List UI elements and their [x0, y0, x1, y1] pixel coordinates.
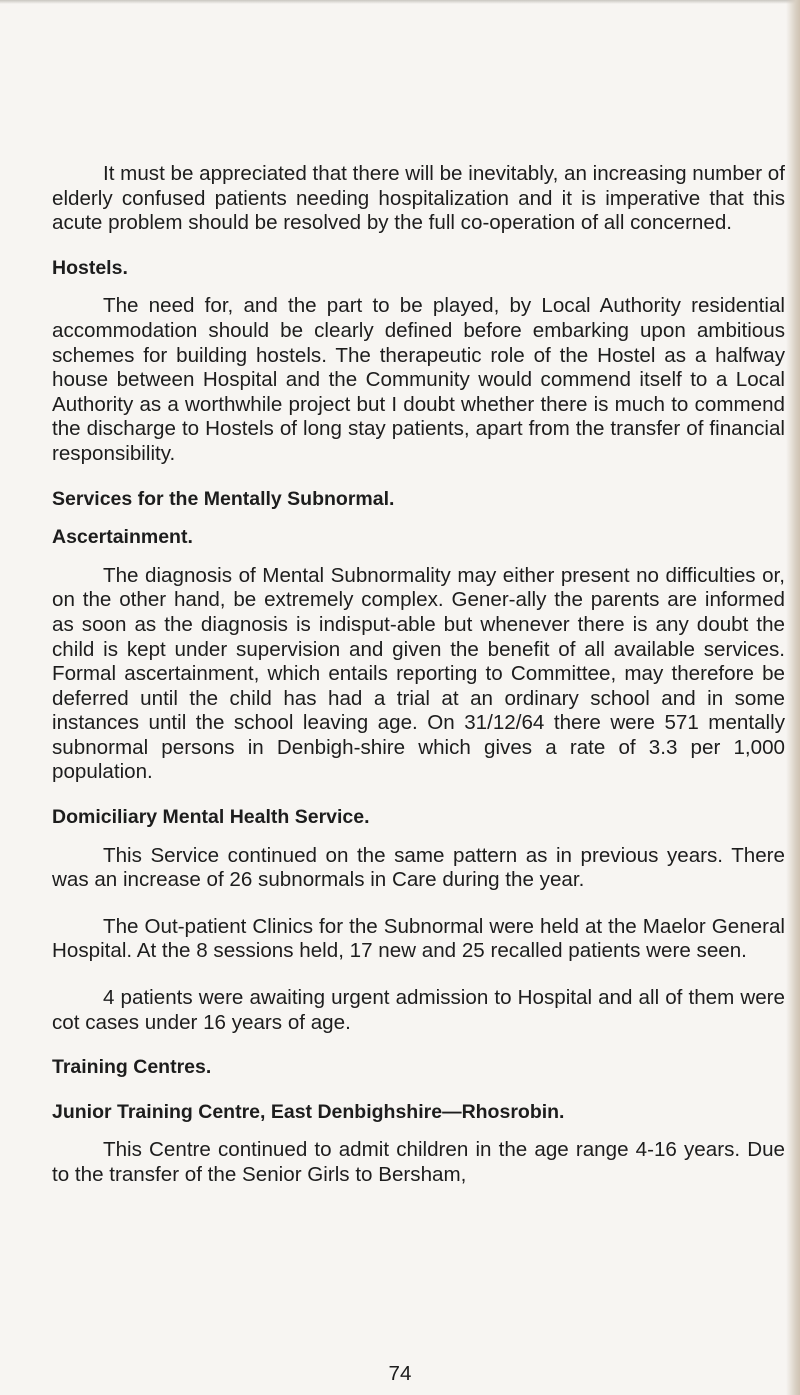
- junior-training-paragraph: This Centre continued to admit children in the age range 4-16 years. Due to the transfer of the Senior Girls to Bersham,: [52, 1138, 785, 1186]
- intro-paragraph: It must be appreciated that there will be inevitably, an increasing number of elderly confused patients needing hospitalization and it is imperative that this acute problem should be resolved by the full co-operation of all concerned.: [52, 162, 785, 235]
- heading-training-centres: Training Centres.: [52, 1056, 212, 1079]
- heading-ascertainment: Ascertainment.: [52, 526, 193, 549]
- domiciliary-paragraph-2: The Out-patient Clinics for the Subnormal were held at the Maelor General Hospital. At the 8 sessions held, 17 new and 25 recalled patients were seen.: [52, 914, 785, 963]
- page-content: [52, 162, 785, 1188]
- domiciliary-paragraph-1: This Service continued on the same pattern as in previous years. There was an increase of 26 subnormals in Care during the year.: [52, 843, 785, 892]
- heading-services-mentally-subnormal: Services for the Mentally Subnormal.: [52, 487, 395, 510]
- heading-hostels: Hostels.: [52, 256, 128, 279]
- heading-domiciliary-service: Domiciliary Mental Health Service.: [52, 806, 370, 829]
- page-number: 74: [388, 1362, 412, 1385]
- ascertainment-paragraph: The diagnosis of Mental Subnormality may either present no difficulties or, on the other hand, be extremely complex. Gener-ally the parents are informed as soon as the diagnosis is indisput-able but whenever there is any doubt the child is kept under supervision and given the benefit of all available services. Formal ascertainment, which entails reporting to Committee, may therefore be deferred until the child has had a trial at an ordinary school and in some instances until the school leaving age. On 31/12/64 there were 571 mentally subnormal persons in Denbigh-shire which gives a rate of 3.3 per 1,000 population.: [52, 563, 785, 784]
- domiciliary-paragraph-3: 4 patients were awaiting urgent admission to Hospital and all of them were cot cases under 16 years of age.: [52, 986, 785, 1034]
- hostels-paragraph: The need for, and the part to be played, by Local Authority residential accommodation should be clearly defined before embarking upon ambitious schemes for building hostels. The therapeutic role of the Hostel as a halfway house between Hospital and the Community would commend itself to a Local Authority as a worthwhile project but I doubt whether there is much to commend the discharge to Hostels of long stay patients, apart from the transfer of financial responsibility.: [52, 294, 785, 465]
- heading-junior-training-centre: Junior Training Centre, East Denbighshire—Rhosrobin.: [52, 1100, 565, 1123]
